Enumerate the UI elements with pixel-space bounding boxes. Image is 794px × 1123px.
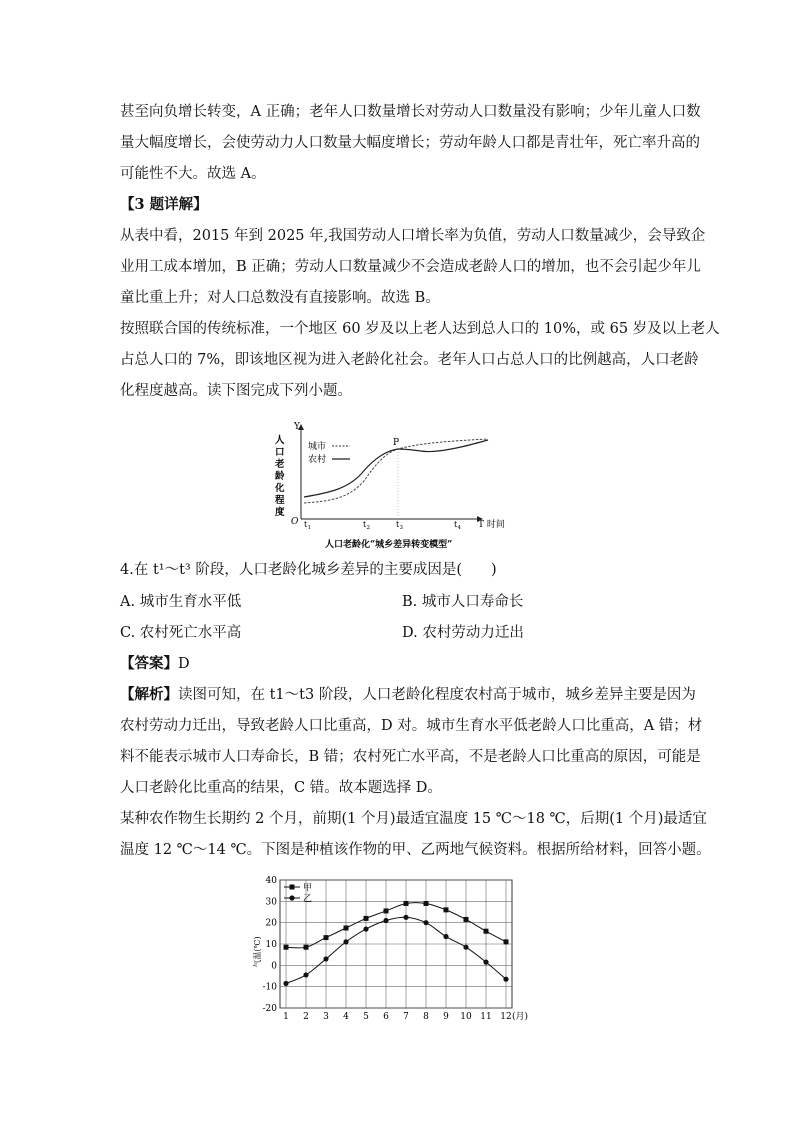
option-d[interactable]: D. 农村劳动力迁出 [402,625,524,641]
origin-label: O [291,517,299,527]
x-tick-label: 12 [500,1012,512,1022]
text-line: 化程度越高。读下图完成下列小题。 [120,383,352,399]
data-point-circle [283,981,288,986]
x-tick-label: 5 [363,1012,369,1022]
y-tick-label: 40 [265,876,277,886]
x-tick-label: 1 [283,1012,289,1022]
y-tick-label: -10 [262,982,277,993]
svg-text:龄: 龄 [275,471,285,482]
text-line: 量大幅度增长，会使劳动力人口数量大幅度增长；劳动年龄人口都是青壮年，死亡率升高的 [120,135,700,151]
legend-marker-square [290,885,295,890]
svg-text:3: 3 [399,525,403,531]
svg-text:化: 化 [275,483,285,494]
legend-label: 甲 [303,883,313,894]
data-point-circle [343,939,348,944]
section-heading-q3: 【3 题详解】 [120,196,208,213]
data-point-circle [363,926,368,931]
text-line: 可能性不大。故选 A。 [120,166,266,182]
svg-text:1: 1 [307,525,311,531]
city-curve [304,439,488,503]
data-point-square [464,917,469,922]
svg-text:2: 2 [366,525,370,531]
svg-text:老: 老 [275,459,285,470]
svg-text:程: 程 [275,495,285,506]
data-point-circle [463,945,468,950]
text-line: 从表中看，2015 年到 2025 年,我国劳动人口增长率为负值，劳动人口数量减少，会导致企 [120,228,706,244]
y-tick-label: 30 [265,897,277,908]
x-tick-label: 2 [303,1012,309,1022]
temperature-chart [250,868,550,1024]
y-tick-label: 0 [271,961,277,972]
legend-label: 乙 [303,894,313,905]
y-axis-title: Y [294,422,300,432]
data-point-square [484,929,489,934]
data-point-circle [303,972,308,977]
x-tick-label: 6 [383,1012,389,1022]
y-tick-label: -20 [262,1004,277,1014]
svg-text:口: 口 [275,447,285,458]
x-tick-label: 7 [403,1012,409,1022]
series-line-1 [286,903,506,948]
option-a[interactable]: A. 城市生育水平低 [120,594,242,610]
text-line: 料不能表示城市人口寿命长，B 错；农村死亡水平高，不是老龄人口比重高的原因，可能是 [120,749,701,765]
text-line: 某种农作物生长期约 2 个月，前期(1 个月)最适宜温度 15 ℃～18 ℃，后期(1 个月)最适宜 [120,811,707,827]
data-point-square [404,901,409,906]
x-tick-label: 11 [480,1012,492,1022]
data-point-circle [503,977,508,982]
text-line: 占总人口的 7%，即该地区视为进入老龄化社会。老年人口占总人口的比例越高，人口老龄 [120,352,699,368]
x-tick-label: 9 [443,1012,449,1022]
explanation-label: 【解析】 [120,686,178,703]
text-line: 按照联合国的传统标准，一个地区 60 岁及以上老人达到总人口的 10%，或 65 岁及以上老人 [120,321,720,337]
rural-curve [304,440,488,497]
y-tick-label: 20 [265,918,277,929]
legend-rural-label: 农村 [308,455,327,465]
chart-y-label: 气温(℃) [253,936,262,968]
y-tick-label: 10 [265,940,277,950]
data-point-square [444,907,449,912]
data-point-circle [443,934,448,939]
legend-city-label: 城市 [308,442,327,452]
series-line-2 [286,917,506,983]
answer-label: 【答案】 [120,655,178,672]
diagram-caption: 人口老龄化“城乡差异转变模型” [325,540,453,550]
data-point-square [504,939,509,944]
svg-text:度: 度 [275,507,285,518]
answer-value: D [178,656,190,672]
data-point-square [344,926,349,931]
question-4: 4.在 t¹～t³ 阶段，人口老龄化城乡差异的主要成因是( ) [120,562,497,578]
text-line: 农村劳动力迁出，导致老龄人口比重高，D 对。城市生育水平低老龄人口比重高，A 错；材 [120,718,703,734]
svg-text:人: 人 [275,435,285,446]
legend-marker-circle [289,895,294,900]
option-b[interactable]: B. 城市人口寿命长 [402,594,524,610]
data-point-square [324,935,329,940]
svg-text:t: t [454,520,458,529]
data-point-square [284,945,289,950]
point-p-label: P [393,438,400,448]
svg-text:t: t [396,520,400,529]
explanation-first-line: 【解析】读图可知，在 t1～t3 阶段，人口老龄化程度农村高于城市，城乡差异主要是因为 [120,686,696,703]
data-point-square [424,901,429,906]
x-tick-label: 10 [460,1012,472,1022]
svg-text:4: 4 [457,525,461,531]
data-point-circle [323,956,328,961]
x-tick-label: 4 [343,1012,349,1022]
aging-model-diagram [270,415,530,555]
data-point-circle [483,960,488,965]
option-c[interactable]: C. 农村死亡水平高 [120,625,242,641]
y-axis-label [274,434,285,518]
svg-text:t: t [363,520,367,529]
answer-line [120,654,190,674]
svg-text:t: t [304,520,308,529]
text-line: 业用工成本增加，B 正确；劳动人口数量减少不会造成老龄人口的增加，也不会引起少年儿 [120,259,701,275]
text-line: 童比重上升；对人口总数没有直接影响。故选 B。 [120,290,440,306]
x-ticks [304,520,462,531]
text-line: 人口老龄化比重高的结果，C 错。故本题选择 D。 [120,780,442,796]
data-point-square [384,908,389,913]
data-point-circle [423,920,428,925]
data-point-square [364,916,369,921]
chart-x-suffix: (月) [512,1012,529,1022]
data-point-circle [383,918,388,923]
data-point-square [304,945,309,950]
x-axis-label: T 时间 [478,520,505,530]
text-line: 甚至向负增长转变，A 正确；老年人口数量增长对劳动人口数量没有影响；少年儿童人口数 [120,104,701,120]
data-point-circle [403,915,408,920]
x-tick-label: 8 [423,1012,429,1022]
text-line: 温度 12 ℃～14 ℃。下图是种植该作物的甲、乙两地气候资料。根据所给材料，回答小题。 [120,842,711,858]
x-tick-label: 3 [323,1012,329,1022]
